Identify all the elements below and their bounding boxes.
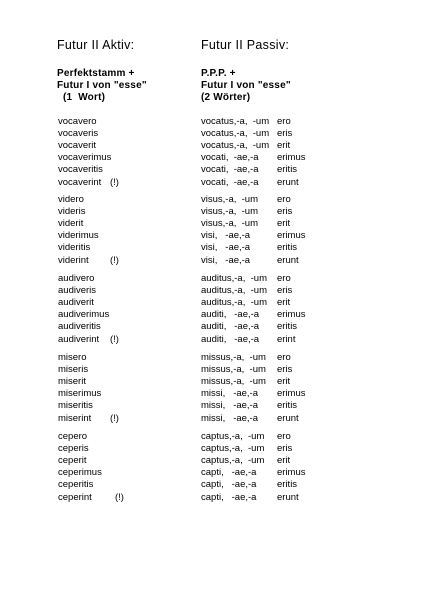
esse-form: eritis <box>277 400 298 412</box>
active-form: videritis <box>58 242 91 254</box>
esse-form: erimus <box>277 388 306 400</box>
esse-form: erunt <box>277 412 299 424</box>
passive-participle: vocati, -ae,-a <box>201 164 259 176</box>
esse-form: ero <box>277 194 291 205</box>
passive-participle: captus,-a, -um <box>201 455 265 467</box>
esse-form: erimus <box>277 152 306 164</box>
passive-participle: missi, -ae,-a <box>201 412 259 424</box>
active-form: vocaveritis <box>58 164 103 176</box>
passive-participle: auditus,-a, -um <box>201 297 267 309</box>
esse-form: eris <box>277 206 293 218</box>
header-aktiv-line-3: (1 Wort) <box>57 92 106 103</box>
esse-form: erunt <box>277 176 299 188</box>
passive-participle: vocati, -ae,-a <box>201 152 259 164</box>
esse-form: erimus <box>277 467 306 479</box>
esse-form: erit <box>277 140 291 152</box>
irregular-note: (!) <box>110 412 119 424</box>
title-futur-ii-aktiv: Futur II Aktiv: <box>57 38 135 52</box>
active-form: miseris <box>58 364 89 376</box>
esse-form: erimus <box>277 230 306 242</box>
passive-participle: capti, -ae,-a <box>201 479 257 491</box>
passive-participle: visi, -ae,-a <box>201 254 251 266</box>
header-passiv-line-1: P.P.P. + <box>201 68 236 79</box>
passive-participle: visus,-a, -um <box>201 194 259 205</box>
passive-participle: vocatus,-a, -um <box>201 116 270 127</box>
esse-form: eris <box>277 364 293 376</box>
esse-form: eritis <box>277 242 298 254</box>
active-form: audiveris <box>58 285 97 297</box>
active-form: viderit <box>58 218 84 230</box>
active-form: vocaverint <box>58 176 102 188</box>
active-form: ceperitis <box>58 479 94 491</box>
passive-participle: capti, -ae,-a <box>201 467 257 479</box>
esse-form: erit <box>277 376 291 388</box>
esse-form: erunt <box>277 254 299 266</box>
active-form: viderimus <box>58 230 99 242</box>
passive-participle: auditus,-a, -um <box>201 273 267 284</box>
esse-form: eris <box>277 285 293 297</box>
header-passiv-line-2: Futur I von "esse" <box>201 80 291 91</box>
active-form: audiverimus <box>58 309 110 321</box>
active-form: audiverit <box>58 297 94 309</box>
passive-participle: capti, -ae,-a <box>201 491 257 503</box>
esse-form: eritis <box>277 479 298 491</box>
active-form: ceperis <box>58 443 89 455</box>
esse-form: erit <box>277 455 291 467</box>
esse-form: ero <box>277 273 291 284</box>
active-form: videro <box>58 194 84 205</box>
passive-participle: missus,-a, -um <box>201 376 266 388</box>
passive-participle: vocati, -ae,-a <box>201 176 259 188</box>
passive-participle: captus,-a, -um <box>201 431 265 442</box>
active-form: viderint <box>58 254 89 266</box>
active-form: miserit <box>58 376 86 388</box>
esse-form: eritis <box>277 164 298 176</box>
active-form: cepero <box>58 431 88 442</box>
header-aktiv-line-2: Futur I von "esse" <box>57 80 147 91</box>
passive-participle: auditi, -ae,-a <box>201 321 260 333</box>
esse-form: eritis <box>277 321 298 333</box>
active-form: miserint <box>58 412 92 424</box>
esse-form: eris <box>277 443 293 455</box>
active-form: audiveritis <box>58 321 101 333</box>
esse-form: erit <box>277 218 291 230</box>
active-form: miseritis <box>58 400 93 412</box>
passive-participle: vocatus,-a, -um <box>201 140 270 152</box>
passive-participle: visi, -ae,-a <box>201 242 251 254</box>
esse-form: erimus <box>277 309 306 321</box>
active-form: ceperimus <box>58 467 102 479</box>
passive-participle: auditi, -ae,-a <box>201 309 260 321</box>
active-form: ceperint <box>58 491 92 503</box>
passive-participle: vocatus,-a, -um <box>201 128 270 140</box>
active-form: vocaveris <box>58 128 99 140</box>
passive-participle: visus,-a, -um <box>201 206 259 218</box>
active-form: misero <box>58 352 87 363</box>
passive-participle: visi, -ae,-a <box>201 230 251 242</box>
active-form: vocavero <box>58 116 97 127</box>
irregular-note: (!) <box>110 176 119 188</box>
passive-participle: visus,-a, -um <box>201 218 259 230</box>
esse-form: ero <box>277 431 291 442</box>
passive-participle: missus,-a, -um <box>201 364 266 376</box>
active-form: miserimus <box>58 388 102 400</box>
passive-participle: missi, -ae,-a <box>201 400 259 412</box>
irregular-note: (!) <box>110 333 119 345</box>
passive-participle: auditus,-a, -um <box>201 285 267 297</box>
active-form: audiverint <box>58 333 100 345</box>
esse-form: ero <box>277 116 291 127</box>
esse-form: eris <box>277 128 293 140</box>
active-form: vocaverimus <box>58 152 112 164</box>
title-futur-ii-passiv: Futur II Passiv: <box>201 38 290 52</box>
passive-participle: missi, -ae,-a <box>201 388 259 400</box>
esse-form: erunt <box>277 491 299 503</box>
active-form: ceperit <box>58 455 87 467</box>
esse-form: ero <box>277 352 291 363</box>
active-form: videris <box>58 206 86 218</box>
active-form: audivero <box>58 273 95 284</box>
passive-participle: auditi, -ae,-a <box>201 333 260 345</box>
irregular-note: (!) <box>110 254 119 266</box>
esse-form: erint <box>277 333 296 345</box>
esse-form: erit <box>277 297 291 309</box>
header-passiv-line-3: (2 Wörter) <box>201 92 251 103</box>
passive-participle: captus,-a, -um <box>201 443 265 455</box>
active-form: vocaverit <box>58 140 97 152</box>
passive-participle: missus,-a, -um <box>201 352 266 363</box>
header-aktiv-line-1: Perfektstamm + <box>57 68 135 79</box>
irregular-note: (!) <box>115 491 124 503</box>
